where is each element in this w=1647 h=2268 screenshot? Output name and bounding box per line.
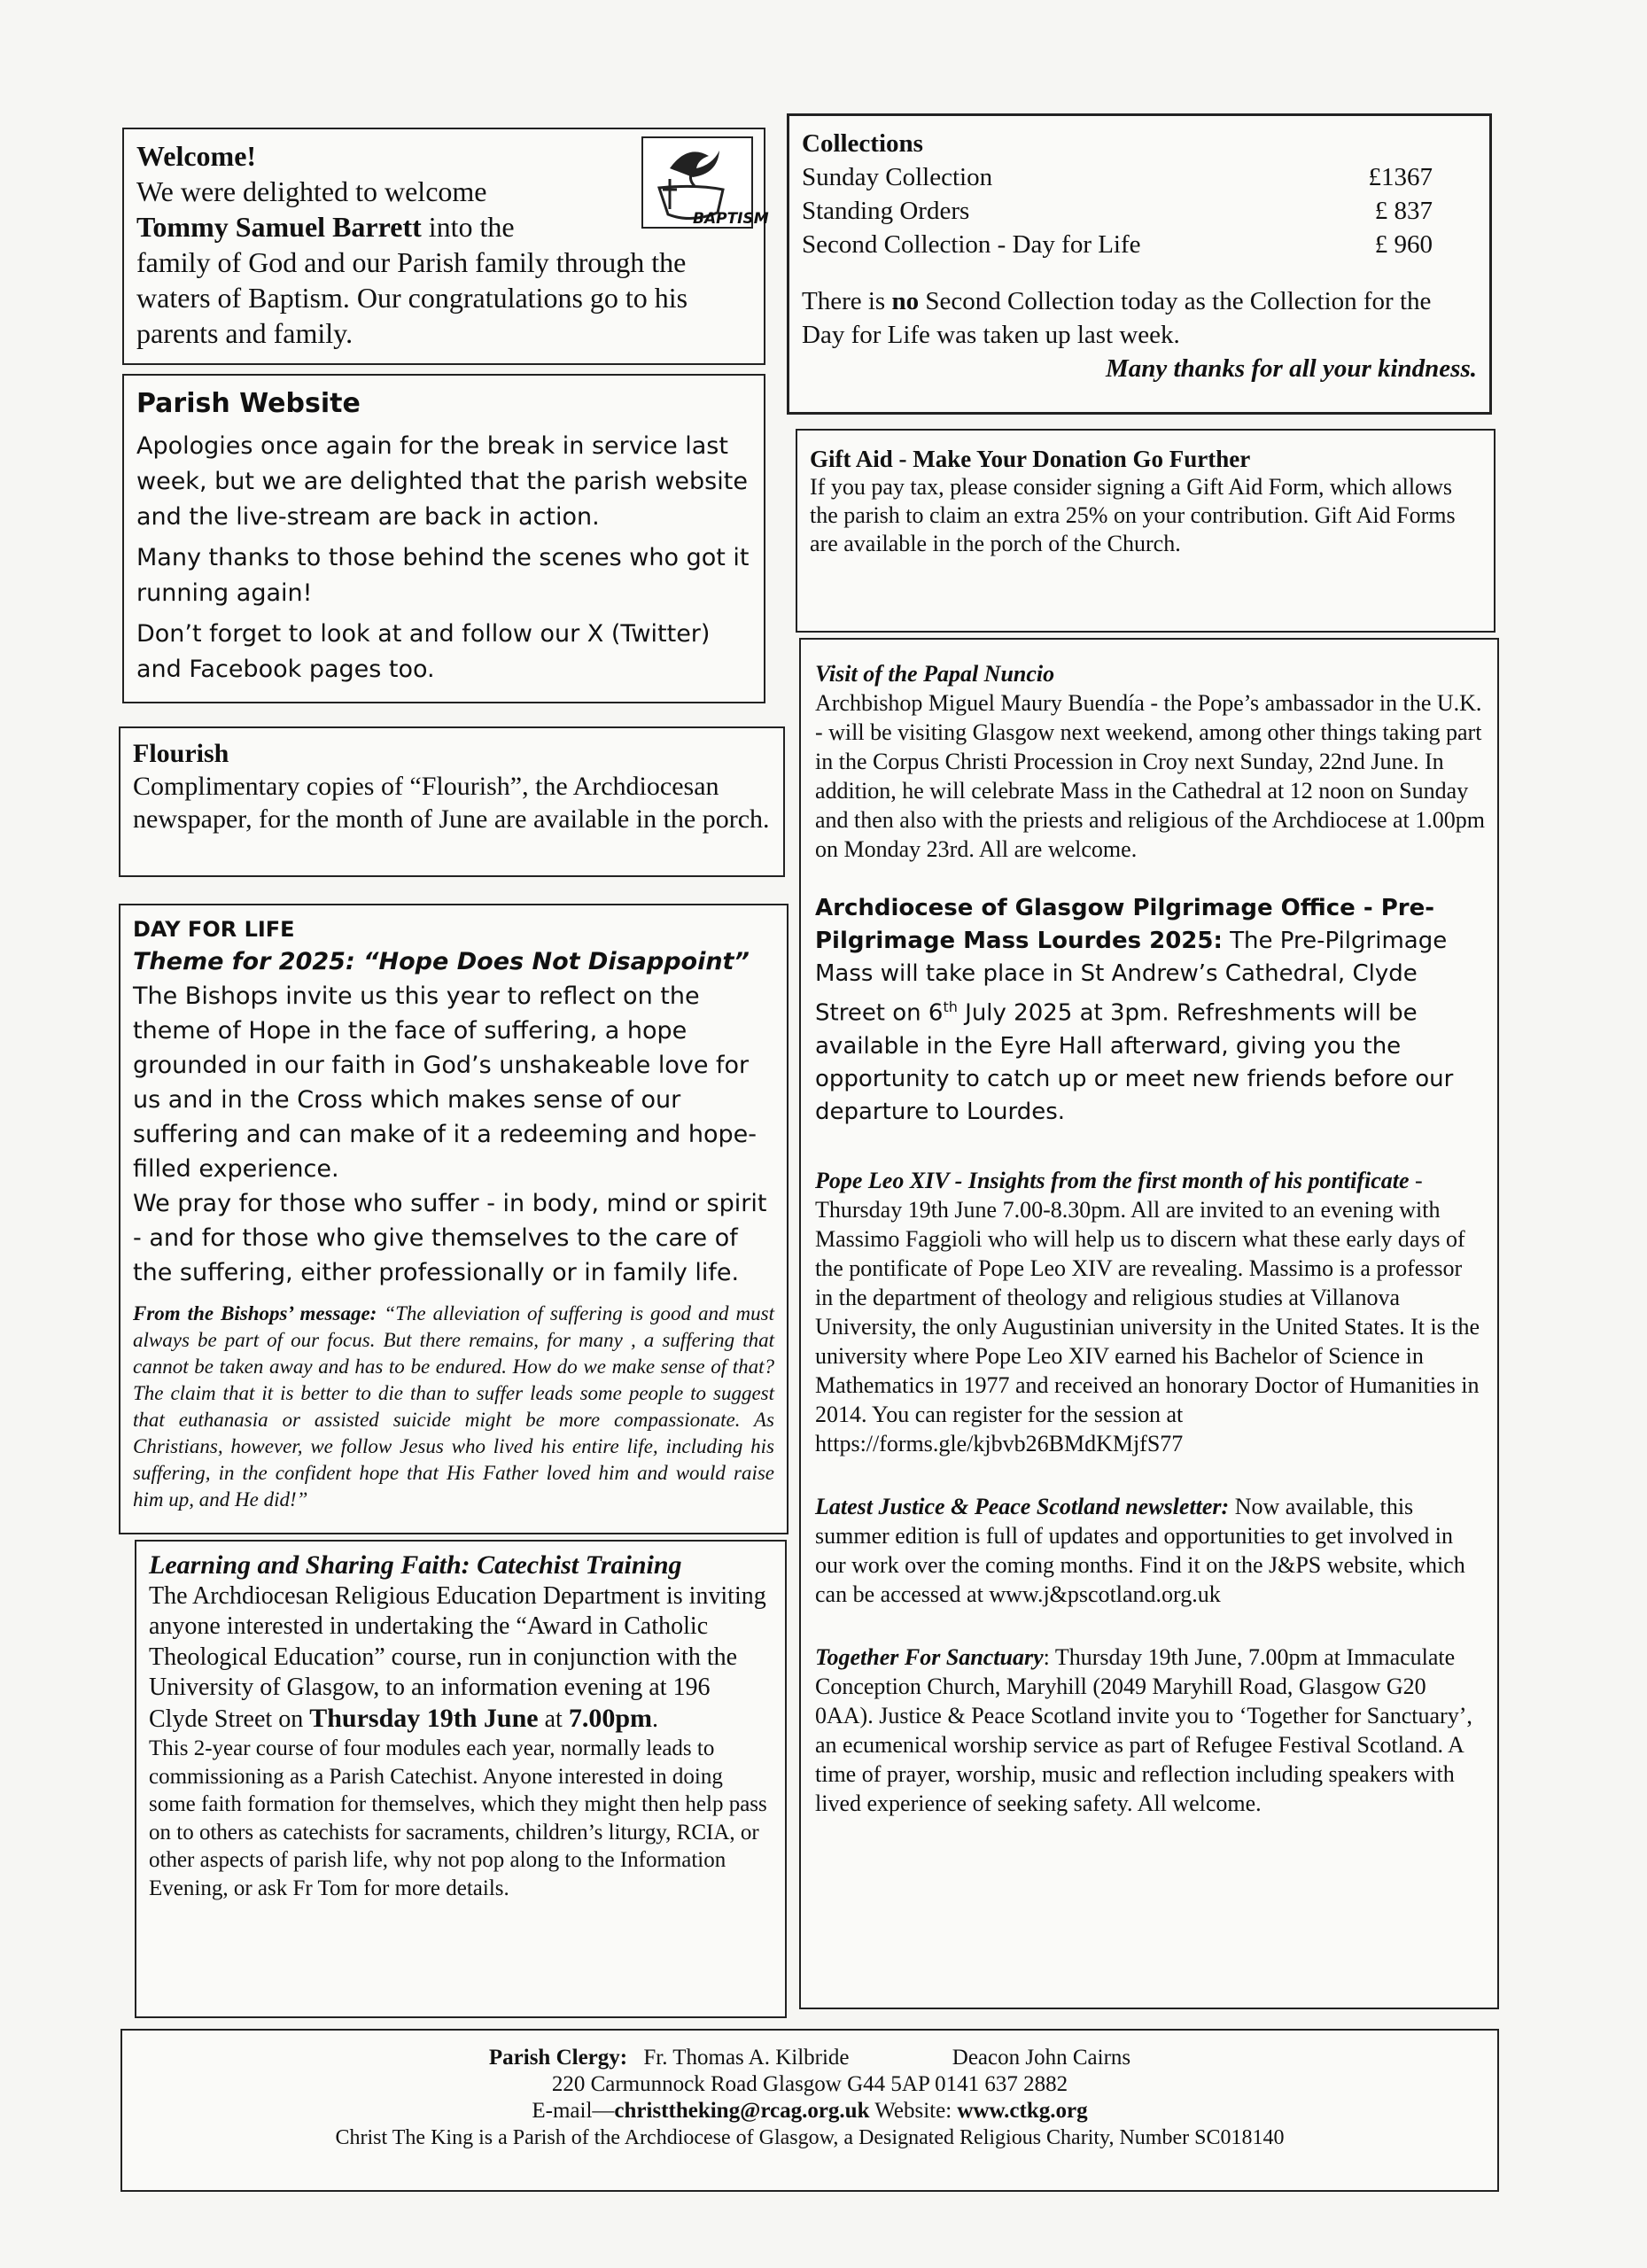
justice-notice: Latest Justice & Peace Scotland newsletter: Now available, this summer edition is full of updates and opportunities to get involved in our work over the coming months. Find it on the J&PS website, which can be accessed at www.j&pscotland.org.uk	[815, 1493, 1465, 1607]
collection-amount: £ 837	[1374, 197, 1433, 225]
welcome-title: Welcome!	[136, 140, 257, 172]
address-line: 220 Carmunnock Road Glasgow G44 5AP 0141 637 2882	[551, 2072, 1068, 2096]
quote-lead: From the Bishops’ message:	[133, 1302, 377, 1324]
flourish-text: Complimentary copies of “Flourish”, the Archdiocesan newspaper, for the month of June are available in the porch.	[133, 772, 770, 834]
website-title: Parish Website	[136, 388, 361, 419]
website-link[interactable]: www.ctkg.org	[957, 2099, 1088, 2123]
sanctuary-title: Together For Sanctuary	[815, 1643, 1044, 1670]
sanctuary-notice: Together For Sanctuary: Thursday 19th June, 7.00pm at Immaculate Conception Church, Maryhill (2049 Maryhill Road, Glasgow G20 0AA). Justice & Peace Scotland invite you to ‘Together for Sanctuary’, an ecumenical worship service as part of Refugee Festival Scotland. A time of prayer, worship, music and reflection including speakers with lived experience of seeking safety. All welcome.	[815, 1643, 1472, 1816]
collection-amount: £ 960	[1374, 230, 1433, 259]
deacon-name: Deacon John Cairns	[952, 2046, 1131, 2070]
welcome-line2: Tommy Samuel Barrett into the	[136, 211, 515, 243]
pilgrimage-title: Archdiocese of Glasgow Pilgrimage Office - Pre-Pilgrimage Mass Lourdes 2025:	[815, 895, 1435, 954]
collections-thanks: Many thanks for all your kindness.	[1106, 354, 1477, 383]
collection-row	[802, 194, 1477, 228]
collections-box	[787, 113, 1492, 415]
collection-label: Sunday Collection	[802, 163, 993, 191]
collection-label: Standing Orders	[802, 197, 970, 225]
website-box	[122, 374, 765, 703]
welcome-line1: We were delighted to welcome	[136, 175, 487, 207]
dayforlife-box	[119, 904, 789, 1534]
collection-row	[802, 228, 1477, 261]
baptism-logo	[641, 136, 769, 229]
bishops-quote: From the Bishops’ message: “The alleviation of suffering is good and must always be part of our focus. But there remains, for many , a suffering that cannot be taken away and has to be endured. How do we make sense of that? The claim that it is better to die than to suffer leads some people to suggest that euthanasia or assisted suicide might be more compassionate. As Christians, however, we follow Jesus who lived his entire life, including his suffering, in the confident hope that His Father loved him and would raise him up, and He did!”	[133, 1302, 774, 1511]
collection-amount: £1367	[1368, 163, 1433, 191]
pilgrimage-notice: Archdiocese of Glasgow Pilgrimage Office - Pre-Pilgrimage Mass Lourdes 2025: The Pre-Pilgrimage Mass will take place in St Andrew’s Cathedral, Clyde Street on 6th July 2025 at 3pm. Refreshments will be available in the Eyre Hall afterward, giving you the opportunity to catch up or meet new friends before our departure to Lourdes.	[815, 895, 1454, 1125]
priest-name: Fr. Thomas A. Kilbride	[643, 2046, 850, 2070]
baptised-name: Tommy Samuel Barrett	[136, 211, 422, 243]
website-p1: Apologies once again for the break in service last week, but we are delighted that the parish website and the live-stream are back in action.	[136, 432, 748, 531]
nuncio-title: Visit of the Papal Nuncio	[815, 661, 1055, 687]
nuncio-text: Archbishop Miguel Maury Buendía - the Pope’s ambassador in the U.K. - will be visiting Glasgow next weekend, among other things taking part in the Corpus Christi Procession in Croy next Sunday, 22nd June. In addition, he will celebrate Mass in the Cathedral at 12 noon on Sunday and then also with the priests and religious of the Archdiocese at 1.00pm on Monday 23rd. All are welcome.	[815, 690, 1485, 862]
right-notices-box	[799, 638, 1499, 2009]
welcome-body: family of God and our Parish family through the waters of Baptism. Our congratulations go to his parents and family.	[136, 246, 688, 349]
collection-row	[802, 160, 1477, 194]
clergy-line	[140, 2045, 1480, 2071]
email-link[interactable]: christtheking@rcag.org.uk	[614, 2099, 870, 2123]
giftaid-title: Gift Aid - Make Your Donation Go Further	[810, 446, 1251, 472]
giftaid-text: If you pay tax, please consider signing a Gift Aid Form, which allows the parish to claim an extra 25% on your contribution. Gift Aid Forms are available in the porch of the Church.	[810, 474, 1456, 556]
dayforlife-p2: We pray for those who suffer - in body, mind or spirit - and for those who give themselves to the care of the suffering, either professionally or in family life.	[133, 1190, 767, 1286]
charity-line: Christ The King is a Parish of the Archdiocese of Glasgow, a Designated Religious Charity, Number SC018140	[335, 2126, 1285, 2149]
flourish-box	[119, 726, 785, 877]
dayforlife-title: DAY FOR LIFE	[133, 917, 295, 942]
collections-title: Collections	[802, 129, 923, 158]
contact-line: E-mail—christtheking@rcag.org.uk Website: www.ctkg.org	[532, 2099, 1088, 2123]
nuncio-notice	[815, 659, 1485, 864]
popeleo-notice: Pope Leo XIV - Insights from the first month of his pontificate - Thursday 19th June 7.00-8.30pm. All are invited to an evening with Massimo Faggioli who will help us to discern what these early days of the pontificate of Pope Leo XIV are revealing. Massimo is a professor in the department of theology and religious studies at Villanova University, the only Augustinian university in the United States. It is the university where Pope Leo XIV earned his Bachelor of Science in Mathematics in 1977 and received an honorary Doctor of Humanities in 2014. You can register for the session at https://forms.gle/kjbvb26BMdKMjfS77	[815, 1167, 1480, 1456]
collections-note: There is no Second Collection today as the Collection for the Day for Life was taken up last week.	[802, 287, 1432, 349]
flourish-title: Flourish	[133, 739, 229, 768]
website-p3: Don’t forget to look at and follow our X (Twitter) and Facebook pages too.	[136, 620, 711, 683]
website-p2: Many thanks to those behind the scenes who got it running again!	[136, 544, 750, 607]
popeleo-title: Pope Leo XIV - Insights from the first month of his pontificate	[815, 1167, 1410, 1193]
collection-label: Second Collection - Day for Life	[802, 230, 1141, 259]
giftaid-box	[796, 429, 1496, 633]
welcome-box	[122, 128, 769, 365]
dayforlife-p1: The Bishops invite us this year to reflect on the theme of Hope in the face of suffering, a hope grounded in our faith in God’s unshakeable love for us and in the Cross which makes sense of our suffering and can make of it a redeeming and hope-filled experience.	[133, 983, 757, 1183]
footer-box	[120, 2029, 1499, 2192]
justice-title: Latest Justice & Peace Scotland newsletter:	[815, 1493, 1230, 1519]
clergy-label: Parish Clergy:	[488, 2046, 628, 2070]
catechist-p1: The Archdiocesan Religious Education Department is inviting anyone interested in undertaking the “Award in Catholic Theological Education” course, run in conjunction with the University of Glasgow, to an information evening at 196 Clyde Street on Thursday 19th June at 7.00pm.	[149, 1581, 766, 1733]
catechist-title: Learning and Sharing Faith: Catechist Training	[149, 1550, 682, 1580]
catechist-p2: This 2-year course of four modules each year, normally leads to commissioning as a Parish Catechist. Anyone interested in doing some faith formation for themselves, which they might then help pass on to others as catechists for sacraments, children’s liturgy, RCIA, or other aspects of parish life, why not pop along to the Information Evening, or ask Fr Tom for more details.	[149, 1736, 767, 1900]
dayforlife-theme: Theme for 2025: “Hope Does Not Disappoint”	[133, 948, 750, 975]
svg-text:BAPTISM: BAPTISM	[693, 210, 769, 228]
catechist-box	[135, 1540, 787, 2018]
dove-font-icon	[643, 138, 769, 228]
